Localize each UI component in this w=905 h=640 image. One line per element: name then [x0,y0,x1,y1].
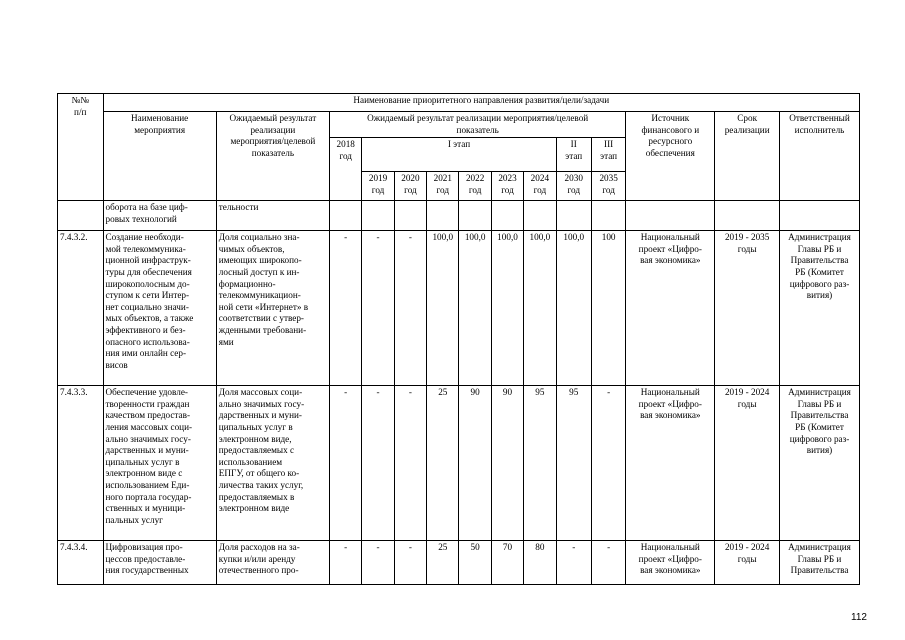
header-name: Наименование мероприятия [103,112,216,201]
header-source: Источник финансового и ресурсного обеспечения [626,112,715,201]
cell-2021: 100,0 [427,231,459,386]
cell-2021: 25 [427,541,459,585]
cell-2030: 100,0 [556,231,591,386]
cell-target: Доля расходов на за- купки и/или аренду отечественного про- [216,541,329,585]
cell-2020 [394,201,426,231]
table-row [58,231,860,386]
page-number: 112 [851,612,867,623]
cell-term: 2019 - 2024 годы [715,541,780,585]
header-term: Срок реализации [715,112,780,201]
cell-2024 [524,201,556,231]
cell-2019: - [362,541,394,585]
header-year-2030: 2030 год [556,172,591,201]
header-year-2024: 2024 год [524,172,556,201]
cell-2023: 100,0 [491,231,523,386]
header-expected-values: Ожидаемый результат реализации мероприятия/целевой показатель [330,112,626,138]
cell-term [715,201,780,231]
cell-2023 [491,201,523,231]
cell-responsible: Администрация Главы РБ и Правительства РБ (Комитет цифрового раз- вития) [780,386,860,541]
header-year-2022: 2022 год [459,172,491,201]
cell-2035: 100 [591,231,625,386]
header-stage-2: II этап [556,138,591,172]
cell-2018: - [330,541,362,585]
cell-source: Национальный проект «Цифро- вая экономика» [626,386,715,541]
cell-2035 [591,201,625,231]
cell-source: Национальный проект «Цифро- вая экономика» [626,541,715,585]
cell-2030: - [556,541,591,585]
cell-2030: 95 [556,386,591,541]
cell-name: Обеспечение удовле- творенности граждан качеством предостав- ления массовых соци- ально значимых госу- дарственных и муни- ципальных услуг в электронном виде с использованием Еди- ного портала государ- ственных и муници- пальных услуг [103,386,216,541]
header-year-2023: 2023 год [491,172,523,201]
cell-target: тельности [216,201,329,231]
header-row-1 [58,94,860,112]
cell-num: 7.4.3.4. [58,541,104,585]
cell-term: 2019 - 2035 годы [715,231,780,386]
cell-num: 7.4.3.3. [58,386,104,541]
cell-2020: - [394,231,426,386]
cell-name: Цифровизация про- цессов предоставле- ния государственных [103,541,216,585]
header-year-2021: 2021 год [427,172,459,201]
measures-table [57,93,860,585]
cell-2018 [330,201,362,231]
cell-2022 [459,201,491,231]
header-expected-target: Ожидаемый результат реализации мероприятия/целевой показатель [216,112,329,201]
cell-2023: 70 [491,541,523,585]
cell-2022: 100,0 [459,231,491,386]
cell-source [626,201,715,231]
cell-2021: 25 [427,386,459,541]
cell-2024: 80 [524,541,556,585]
cell-num: 7.4.3.2. [58,231,104,386]
cell-term: 2019 - 2024 годы [715,386,780,541]
cell-name: оборота на базе циф- ровых технологий [103,201,216,231]
header-num: №№ п/п [58,94,104,201]
header-year-2035: 2035 год [591,172,625,201]
cell-responsible: Администрация Главы РБ и Правительства [780,541,860,585]
header-year-2020: 2020 год [394,172,426,201]
cell-2035: - [591,386,625,541]
cell-2020: - [394,386,426,541]
cell-2024: 95 [524,386,556,541]
cell-target: Доля социально зна- чимых объектов, имеющих широкопо- лосный доступ к ин- формационно- телекоммуникацион- ной сети «Интернет» в соответствии с утвер- жденными требовани- ями [216,231,329,386]
cell-2019: - [362,231,394,386]
cell-target: Доля массовых соци- ально значимых госу- дарственных и муни- ципальных услуг в электронном виде, предоставляемых с использованием ЕПГУ, от общего ко- личества таких услуг, предоставляемых в электронном виде [216,386,329,541]
table-row [58,386,860,541]
cell-2023: 90 [491,386,523,541]
cell-2019: - [362,386,394,541]
header-year-2019: 2019 год [362,172,394,201]
cell-num [58,201,104,231]
cell-2021 [427,201,459,231]
header-responsible: Ответственный исполнитель [780,112,860,201]
cell-name: Создание необходи- мой телекоммуника- ционной инфраструк- туры для обеспечения широкополосным до- ступом к сети Интер- нет социально значи- мых объектов, а также эффективного и без- опасного использова- ния ими онлайн сер- висов [103,231,216,386]
cell-2024: 100,0 [524,231,556,386]
cell-2020: - [394,541,426,585]
cell-responsible: Администрация Главы РБ и Правительства РБ (Комитет цифрового раз- вития) [780,231,860,386]
table-row [58,541,860,585]
cell-2022: 90 [459,386,491,541]
cell-2030 [556,201,591,231]
cell-2019 [362,201,394,231]
cell-2018: - [330,231,362,386]
header-row-2 [58,112,860,138]
cell-2035: - [591,541,625,585]
header-year-2018: 2018 год [330,138,362,201]
cell-source: Национальный проект «Цифро- вая экономика» [626,231,715,386]
header-direction: Наименование приоритетного направления развития/цели/задачи [103,94,860,112]
cell-2018: - [330,386,362,541]
cell-responsible [780,201,860,231]
cell-2022: 50 [459,541,491,585]
header-stage-3: III этап [591,138,625,172]
header-stage-1: I этап [362,138,556,172]
table-row-continuation [58,201,860,231]
